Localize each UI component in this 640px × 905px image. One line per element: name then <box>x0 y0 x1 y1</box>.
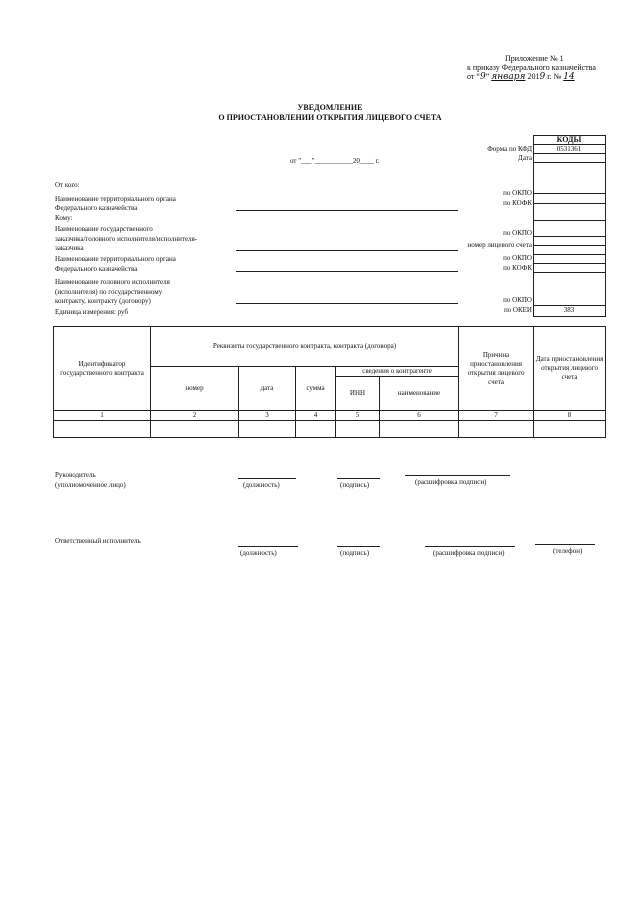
col-number: 7 <box>459 411 534 421</box>
okei-label: по ОКЕИ <box>503 306 532 314</box>
executor-decode-field[interactable] <box>425 546 515 547</box>
okpo-label-3: по ОКПО <box>503 254 532 262</box>
document-subtitle: О ПРИОСТАНОВЛЕНИИ ОТКРЫТИЯ ЛИЦЕВОГО СЧЕТА <box>218 113 442 122</box>
kofk-label-1: по КОФК <box>503 199 532 207</box>
head-position-caption: (должность) <box>243 481 280 489</box>
head-executor-label-b: (исполнителя) по государственному <box>55 288 163 296</box>
territorial-organ-label-2b: Федерального казначейства <box>55 265 138 273</box>
customer-label-b: заказчика/головного исполнителя/исполнителя- <box>55 235 198 243</box>
okpo-label-4: по ОКПО <box>503 296 532 304</box>
handwritten-year: 9 <box>539 72 546 82</box>
territorial-organ-label-1b: Федерального казначейства <box>55 204 138 212</box>
head-decode-field[interactable] <box>405 475 510 476</box>
table-cell[interactable] <box>380 421 459 438</box>
requisites-header: Реквизиты государственного контракта, контракта (договора) <box>151 327 459 367</box>
column-number-row <box>54 411 606 421</box>
executor-decode-caption: (расшифровка подписи) <box>433 549 505 557</box>
date-label: Дата <box>518 154 532 162</box>
executor-label: Ответственный исполнитель <box>55 537 141 545</box>
year-prefix: 201 <box>527 72 540 81</box>
divider <box>533 162 605 163</box>
table-cell[interactable] <box>151 421 239 438</box>
col-number: 4 <box>296 411 336 421</box>
document-title: УВЕДОМЛЕНИЕ <box>297 103 363 112</box>
customer-label-a: Наименование государственного <box>55 225 153 233</box>
okpo-label-2: по ОКПО <box>503 229 532 237</box>
number-label: г. № <box>547 72 562 81</box>
col-number: 3 <box>239 411 296 421</box>
handwritten-number: 14 <box>563 72 575 82</box>
executor-signature-field[interactable] <box>337 546 380 547</box>
territorial-organ-label-2a: Наименование территориального органа <box>55 255 176 263</box>
inn-col-header: ИНН <box>336 377 380 411</box>
head-executor-label-a: Наименование головного исполнителя <box>55 278 170 286</box>
form-code: 0531361 <box>556 145 582 153</box>
table-row[interactable] <box>54 421 606 438</box>
order-reference: к приказу Федерального казначейства <box>467 63 596 72</box>
divider <box>533 203 605 204</box>
divider <box>533 236 605 237</box>
appendix-label: Приложение № 1 <box>505 54 564 63</box>
head-position-field[interactable] <box>238 478 296 479</box>
reason-header: Причина приостановления открытия лицевого счета <box>459 327 534 411</box>
suspension-date-header: Дата приостановления открытия лицевого счета <box>534 327 606 411</box>
table-cell[interactable] <box>54 421 151 438</box>
to-label: Кому: <box>55 214 73 222</box>
contracts-table <box>53 326 606 438</box>
codes-header: КОДЫ <box>556 135 582 144</box>
date-prefix: от <box>467 72 475 81</box>
document-date-line: от "___"___________20____ г. <box>290 157 380 165</box>
col-number: 8 <box>534 411 606 421</box>
name-col-header: наименование <box>380 377 459 411</box>
table-cell[interactable] <box>534 421 606 438</box>
head-label: Руководитель <box>55 471 96 479</box>
executor-position-caption: (должность) <box>240 549 277 557</box>
col-number: 5 <box>336 411 380 421</box>
authorized-person-label: (уполномоченное лицо) <box>55 481 126 489</box>
customer-label-c: заказчика <box>55 244 84 252</box>
kofk-label-2: по КОФК <box>503 264 532 272</box>
head-executor-field[interactable] <box>236 303 458 304</box>
col-number: 6 <box>380 411 459 421</box>
divider <box>533 272 605 273</box>
date-col-header: дата <box>239 367 296 411</box>
executor-phone-caption: (телефон) <box>553 547 583 555</box>
divider <box>533 193 605 194</box>
from-label: От кого: <box>55 181 80 189</box>
okei-code: 383 <box>563 306 575 314</box>
executor-phone-field[interactable] <box>535 544 595 545</box>
executor-signature-caption: (подпись) <box>340 549 370 557</box>
head-executor-label-c: контракту, контракту (договору) <box>55 297 151 305</box>
head-signature-caption: (подпись) <box>340 481 370 489</box>
contract-id-header: Идентификатор государственного контракта <box>54 327 151 411</box>
divider <box>533 220 605 221</box>
number-col-header: номер <box>151 367 239 411</box>
col-number: 1 <box>54 411 151 421</box>
table-cell[interactable] <box>239 421 296 438</box>
table-cell[interactable] <box>459 421 534 438</box>
divider <box>533 263 605 264</box>
executor-position-field[interactable] <box>238 546 298 547</box>
divider <box>533 153 605 154</box>
handwritten-day: 9 <box>479 72 486 82</box>
head-decode-caption: (расшифровка подписи) <box>415 478 487 486</box>
divider <box>533 254 605 255</box>
table-cell[interactable] <box>336 421 380 438</box>
account-number-label: номер лицевого счета <box>467 241 532 249</box>
order-date-line: от “9” января 2019 г. № 14 <box>467 72 575 82</box>
counterparty-header: сведения о контрагенте <box>336 367 459 377</box>
sum-col-header: сумма <box>296 367 336 411</box>
okpo-label-1: по ОКПО <box>503 189 532 197</box>
form-label: Форма по КФД <box>487 145 532 153</box>
head-signature-field[interactable] <box>337 478 380 479</box>
unit-label: Единица измерения: руб <box>55 308 129 316</box>
divider <box>533 245 605 246</box>
col-number: 2 <box>151 411 239 421</box>
table-cell[interactable] <box>296 421 336 438</box>
handwritten-month: января <box>491 72 526 82</box>
customer-field[interactable] <box>236 250 458 251</box>
territorial-organ-field-2[interactable] <box>236 271 458 272</box>
territorial-organ-field-1[interactable] <box>236 210 458 211</box>
territorial-organ-label-1a: Наименование территориального органа <box>55 195 176 203</box>
